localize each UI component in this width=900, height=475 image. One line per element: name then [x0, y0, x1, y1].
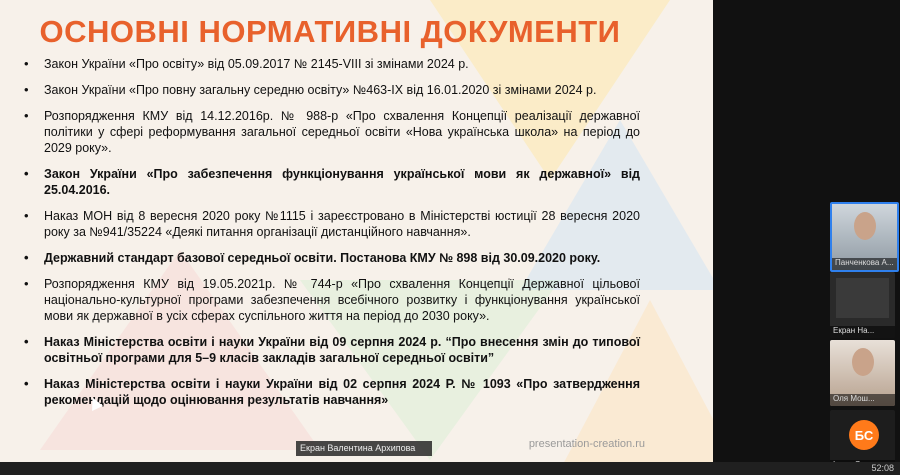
list-item: • Розпорядження КМУ від 14.12.2016р. № 988-р «Про схвалення Концепції реалізації державної політики у сфері реформування загальної середньої освіти «Нова українська школа» на період до 2029 року».: [22, 108, 640, 156]
list-item: • Розпорядження КМУ від 19.05.2021р. № 744-р «Про схвалення Концепції Державної цільової національно-культурної програми забезпечення всебічного розвитку і функціонування української мови як державної в усіх сферах суспільного життя на період до 2030 року».: [22, 276, 640, 324]
screen-share-thumbnail: [836, 278, 889, 318]
list-item: • Закон України «Про освіту» від 05.09.2017 № 2145-VIII зі змінами 2024 р.: [22, 56, 640, 72]
participant-name: Оля Мош...: [830, 394, 895, 406]
document-list: [22, 56, 640, 418]
participant-tile[interactable]: [830, 340, 895, 406]
list-item: • Наказ Міністерства освіти і науки України від 02 серпня 2024 Р. № 1093 «Про затвердження рекомендацій щодо оцінювання результатів навчання»: [22, 376, 640, 408]
list-item: • Закон України «Про забезпечення функціонування української мови як державної» від 25.04.2016.: [22, 166, 640, 198]
participant-face: [852, 348, 874, 376]
participant-tile[interactable]: [830, 202, 899, 272]
slide-title: ОСНОВНІ НОРМАТИВНІ ДОКУМЕНТИ: [39, 14, 621, 49]
participant-tile[interactable]: [830, 272, 895, 338]
participant-face: [854, 212, 876, 240]
list-item: • Закон України «Про повну загальну середню освіту» №463-IX від 16.01.2020 зі змінами 2024 р.: [22, 82, 640, 98]
screen-share-label: Екран Валентина Архипова: [296, 441, 432, 456]
avatar: БС: [849, 420, 879, 450]
clock: 52:08: [871, 463, 894, 473]
list-item: • Наказ МОН від 8 вересня 2020 року №1115 і зареєстровано в Міністерстві юстиції 28 вересня 2020 року за №941/35224 «Деякі питання організації дистанційного навчання».: [22, 208, 640, 240]
participant-name: Панченкова А...: [832, 258, 897, 270]
list-item: • Державний стандарт базової середньої освіти. Постанова КМУ № 898 від 30.09.2020 року.: [22, 250, 640, 266]
list-item: • Наказ Міністерства освіти і науки України від 09 серпня 2024 р. “Про внесення змін до типової освітньої програми для 5–9 класів закладів загальної середньої освіти”: [22, 334, 640, 366]
slide-watermark: presentation-creation.ru: [528, 438, 645, 450]
participant-name: Екран На...: [830, 326, 895, 338]
taskbar: [0, 462, 900, 475]
